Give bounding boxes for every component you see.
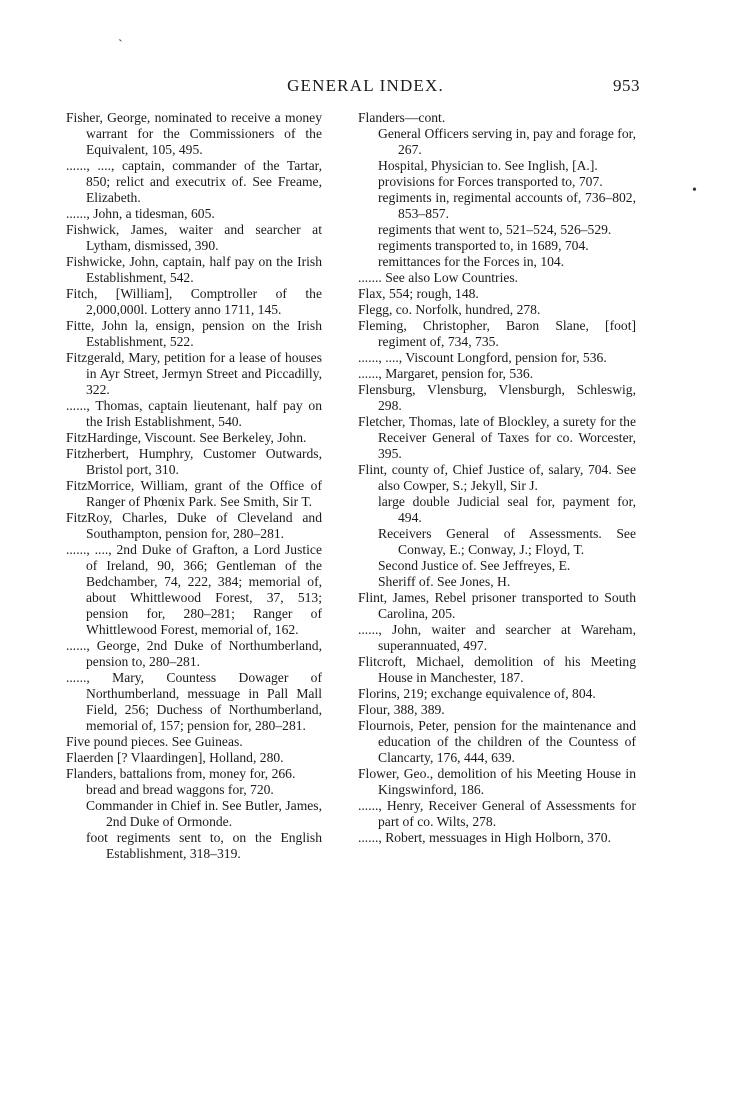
page-title: GENERAL INDEX. bbox=[287, 76, 444, 95]
index-entry: Second Justice of. See Jeffreyes, E. bbox=[378, 558, 571, 573]
index-entry: ......, ...., captain, commander of the Tartar, 850; relict and executrix of. See Freame, Elizabeth. bbox=[66, 158, 322, 205]
index-entry: Fishwick, James, waiter and searcher at Lytham, dismissed, 390. bbox=[66, 222, 322, 253]
index-entry: bread and bread waggons for, 720. bbox=[86, 782, 274, 797]
index-entry: Flournois, Peter, pension for the maintenance and education of the children of the Countess of Clancarty, 176, 444, 639. bbox=[358, 718, 636, 765]
index-entry: Flax, 554; rough, 148. bbox=[358, 286, 479, 301]
index-entry: remittances for the Forces in, 104. bbox=[378, 254, 565, 269]
index-entry: Flour, 388, 389. bbox=[358, 702, 445, 717]
index-entry: provisions for Forces transported to, 707. bbox=[378, 174, 603, 189]
index-entry: Sheriff of. See Jones, H. bbox=[378, 574, 511, 589]
index-entry: foot regiments sent to, on the English Establishment, 318–319. bbox=[86, 830, 322, 861]
index-entry: Five pound pieces. See Guineas. bbox=[66, 734, 243, 749]
page-number: 953 bbox=[613, 76, 640, 95]
index-entry: Flint, county of, Chief Justice of, salary, 704. See also Cowper, S.; Jekyll, Sir J. bbox=[358, 462, 636, 493]
index-entry: Fitte, John la, ensign, pension on the Irish Establishment, 522. bbox=[66, 318, 322, 349]
index-entry: FitzHardinge, Viscount. See Berkeley, John. bbox=[66, 430, 307, 445]
index-entry: regiments that went to, 521–524, 526–529. bbox=[378, 222, 612, 237]
index-entry: regiments in, regimental accounts of, 736–802, 853–857. bbox=[378, 190, 636, 221]
index-entry: Hospital, Physician to. See Inglish, [A.]. bbox=[378, 158, 598, 173]
index-entry: Flitcroft, Michael, demolition of his Meeting House in Manchester, 187. bbox=[358, 654, 636, 685]
index-entry: Florins, 219; exchange equivalence of, 804. bbox=[358, 686, 596, 701]
left-column bbox=[66, 110, 322, 862]
index-entry: ......, Margaret, pension for, 536. bbox=[358, 366, 534, 381]
index-entry: Fitzgerald, Mary, petition for a lease of houses in Ayr Street, Jermyn Street and Piccadilly, 322. bbox=[66, 350, 322, 397]
index-entry: ......, ...., 2nd Duke of Grafton, a Lord Justice of Ireland, 90, 366; Gentleman of the Bedchamber, 74, 222, 384; memorial of, about Whittlewood Forest, 37, 513; pension for, 280–281; Ranger of Whittlewood Forest, memorial of, 162. bbox=[66, 542, 322, 637]
index-entry: Flanders—cont. bbox=[358, 110, 446, 125]
stray-mark: • bbox=[692, 183, 697, 198]
index-entry: ......, George, 2nd Duke of Northumberland, pension to, 280–281. bbox=[66, 638, 322, 669]
right-column bbox=[358, 110, 636, 846]
index-entry: Fitch, [William], Comptroller of the 2,000,000l. Lottery anno 1711, 145. bbox=[66, 286, 322, 317]
index-entry: General Officers serving in, pay and forage for, 267. bbox=[378, 126, 636, 157]
index-entry: Receivers General of Assessments. See Conway, E.; Conway, J.; Floyd, T. bbox=[378, 526, 636, 557]
index-entry: ......, ...., Viscount Longford, pension for, 536. bbox=[358, 350, 607, 365]
index-entry: Flaerden [? Vlaardingen], Holland, 280. bbox=[66, 750, 284, 765]
index-entry: FitzMorrice, William, grant of the Office of Ranger of Phœnix Park. See Smith, Sir T. bbox=[66, 478, 322, 509]
index-entry: FitzRoy, Charles, Duke of Cleveland and Southampton, pension for, 280–281. bbox=[66, 510, 322, 541]
index-entry: ......, Mary, Countess Dowager of Northumberland, messuage in Pall Mall Field, 256; Duchess of Northumberland, memorial of, 157; pension for, 280–281. bbox=[66, 670, 322, 733]
index-entry: Fleming, Christopher, Baron Slane, [foot] regiment of, 734, 735. bbox=[358, 318, 636, 349]
index-entry: Flanders, battalions from, money for, 266. bbox=[66, 766, 296, 781]
index-entry: regiments transported to, in 1689, 704. bbox=[378, 238, 589, 253]
index-entry: ....... See also Low Countries. bbox=[358, 270, 519, 285]
running-head bbox=[0, 76, 731, 98]
index-entry: Flegg, co. Norfolk, hundred, 278. bbox=[358, 302, 541, 317]
index-entry: Fletcher, Thomas, late of Blockley, a surety for the Receiver General of Taxes for co. Worcester, 395. bbox=[358, 414, 636, 461]
index-entry: Flower, Geo., demolition of his Meeting House in Kingswinford, 186. bbox=[358, 766, 636, 797]
index-entry: large double Judicial seal for, payment for, 494. bbox=[378, 494, 636, 525]
index-entry: Fitzherbert, Humphry, Customer Outwards, Bristol port, 310. bbox=[66, 446, 322, 477]
index-entry: Flint, James, Rebel prisoner transported to South Carolina, 205. bbox=[358, 590, 636, 621]
index-entry: ......, John, a tidesman, 605. bbox=[66, 206, 215, 221]
index-entry: Flensburg, Vlensburg, Vlensburgh, Schleswig, 298. bbox=[358, 382, 636, 413]
index-entry: ......, Robert, messuages in High Holborn, 370. bbox=[358, 830, 611, 845]
stray-mark: ˋ bbox=[118, 38, 123, 53]
index-entry: Fishwicke, John, captain, half pay on the Irish Establishment, 542. bbox=[66, 254, 322, 285]
index-entry: Commander in Chief in. See Butler, James, 2nd Duke of Ormonde. bbox=[86, 798, 322, 829]
index-entry: ......, Thomas, captain lieutenant, half pay on the Irish Establishment, 540. bbox=[66, 398, 322, 429]
index-entry: ......, John, waiter and searcher at Wareham, superannuated, 497. bbox=[358, 622, 636, 653]
index-entry: ......, Henry, Receiver General of Assessments for part of co. Wilts, 278. bbox=[358, 798, 636, 829]
index-entry: Fisher, George, nominated to receive a money warrant for the Commissioners of the Equivalent, 105, 495. bbox=[66, 110, 322, 157]
